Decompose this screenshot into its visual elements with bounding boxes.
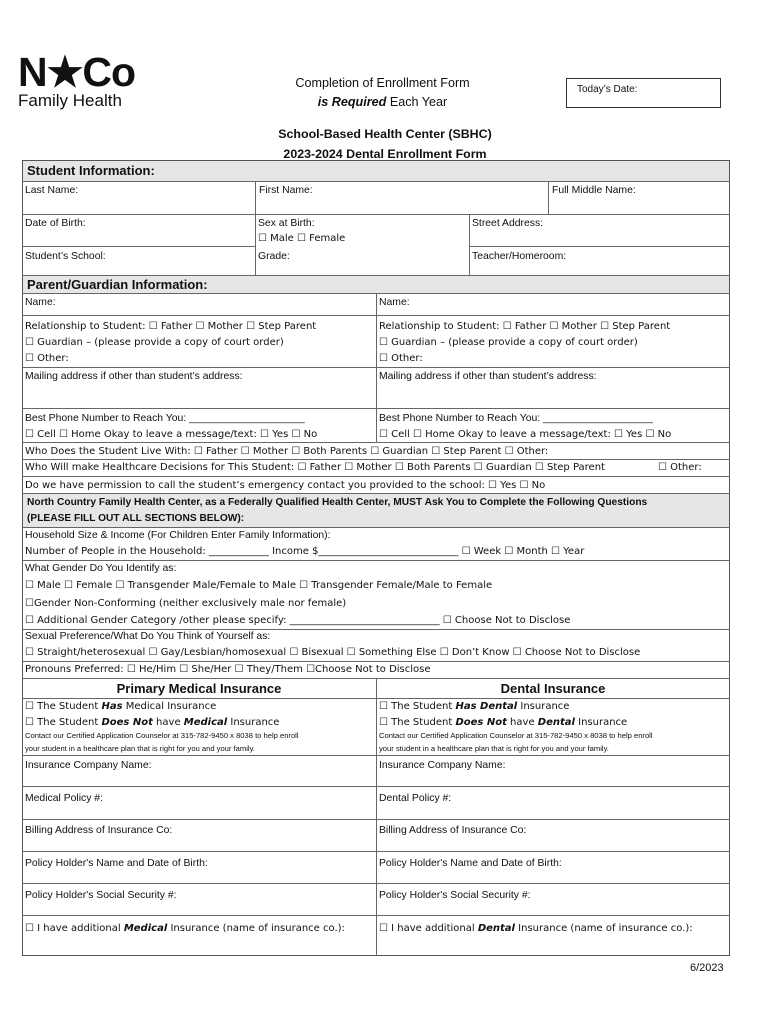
school-field[interactable]: Student’s School: [25,251,106,262]
sex-at-birth-label: Sex at Birth: [258,218,315,229]
gender-options-1[interactable]: ☐ Male ☐ Female ☐ Transgender Male/Female to Male ☐ Transgender Female/Male to Female [25,580,493,591]
revision-date: 6/2023 [690,962,724,974]
heading-line2: is Required Each Year [317,95,448,109]
form-title-line1: School-Based Health Center (SBHC) [278,127,492,141]
dental-insurance-title: Dental Insurance [500,681,606,696]
todays-date-field[interactable] [566,78,721,108]
dental-has-insurance[interactable]: ☐ The Student Has Dental Insurance [379,701,570,712]
parent2-phone-field[interactable]: Best Phone Number to Reach You: ___________________ [379,413,653,424]
dental-counselor-line2: your student in a healthcare plan that is right for you and your family. [379,744,609,753]
orientation-question: Sexual Preference/What Do You Think of Yourself as: [25,631,271,642]
last-name-field[interactable]: Last Name: [25,185,79,196]
logo-mark: N★Co [18,49,136,95]
dental-counselor-line1: Contact our Certified Application Counselor at 315-782-9450 x 8038 to help enroll [379,731,653,740]
form-title-line2: 2023-2024 Dental Enrollment Form [283,147,487,161]
grade-field[interactable]: Grade: [258,251,290,262]
parent2-relationship[interactable]: Relationship to Student: ☐ Father ☐ Mother ☐ Step Parent [379,321,671,332]
parent1-guardian[interactable]: ☐ Guardian – (please provide a copy of court order) [25,337,284,348]
student-section-header: Student Information: [23,161,729,181]
dental-ssn-field[interactable]: Policy Holder's Social Security #: [379,890,531,901]
dental-additional-insurance[interactable]: ☐ I have additional Dental Insurance (name of insurance co.): [379,923,693,934]
street-address-field[interactable]: Street Address: [472,218,544,229]
healthcare-decisions-other[interactable]: ☐ Other: [658,462,702,473]
emergency-contact-question[interactable]: Do we have permission to call the student’s emergency contact you provided to the school: ☐ Yes ☐ No [25,480,546,491]
parent1-phone-options[interactable]: ☐ Cell ☐ Home Okay to leave a message/text: ☐ Yes ☐ No [25,429,318,440]
dob-field[interactable]: Date of Birth: [25,218,86,229]
parent1-phone-field[interactable]: Best Phone Number to Reach You: ____________________ [25,413,305,424]
middle-name-field[interactable]: Full Middle Name: [552,185,636,196]
parent2-phone-options[interactable]: ☐ Cell ☐ Home Okay to leave a message/text: ☐ Yes ☐ No [379,429,672,440]
parent1-mailing-field[interactable]: Mailing address if other than student’s address: [25,371,243,382]
parent2-other[interactable]: ☐ Other: [379,353,423,364]
medical-no-insurance[interactable]: ☐ The Student Does Not have Medical Insurance [25,717,280,728]
first-name-field[interactable]: First Name: [259,185,313,196]
parent2-name-field[interactable]: Name: [379,297,410,308]
medical-counselor-line2: your student in a healthcare plan that is right for you and your family. [25,744,255,753]
medical-policy-field[interactable]: Medical Policy #: [25,793,103,804]
medical-ssn-field[interactable]: Policy Holder's Social Security #: [25,890,177,901]
dental-no-insurance[interactable]: ☐ The Student Does Not have Dental Insurance [379,717,628,728]
medical-billing-field[interactable]: Billing Address of Insurance Co: [25,825,173,836]
logo-subtitle: Family Health [18,91,122,110]
dental-policy-field[interactable]: Dental Policy #: [379,793,452,804]
parent1-name-field[interactable]: Name: [25,297,56,308]
dental-company-field[interactable]: Insurance Company Name: [379,760,506,771]
fqhc-notice-line2: (PLEASE FILL OUT ALL SECTIONS BELOW): [27,513,245,524]
parent-section-header: Parent/Guardian Information: [23,276,729,293]
pronouns-options[interactable]: Pronouns Preferred: ☐ He/Him ☐ She/Her ☐ They/Them ☐Choose Not to Disclose [25,664,431,675]
household-income-field[interactable]: Number of People in the Household: ____________ Income $____________________________ ☐ Week ☐ Month ☐ Year [25,546,585,557]
teacher-field[interactable]: Teacher/Homeroom: [472,251,567,262]
orientation-options[interactable]: ☐ Straight/heterosexual ☐ Gay/Lesbian/homosexual ☐ Bisexual ☐ Something Else ☐ Don’t Know ☐ Choose Not to Disclose [25,647,641,658]
dental-holder-field[interactable]: Policy Holder's Name and Date of Birth: [379,858,562,869]
dental-billing-field[interactable]: Billing Address of Insurance Co: [379,825,527,836]
fqhc-notice [23,494,729,527]
household-label: Household Size & Income (For Children Enter Family Information): [25,530,331,541]
fqhc-notice-line1: North Country Family Health Center, as a Federally Qualified Health Center, MUST Ask You to Complete the Following Questions [27,497,648,508]
heading-line1: Completion of Enrollment Form [295,76,470,90]
medical-company-field[interactable]: Insurance Company Name: [25,760,152,771]
gender-question: What Gender Do You Identify as: [25,563,177,574]
parent1-relationship[interactable]: Relationship to Student: ☐ Father ☐ Mother ☐ Step Parent [25,321,317,332]
medical-insurance-title: Primary Medical Insurance [116,681,282,696]
logo [18,49,148,122]
form-title [230,124,540,164]
gender-options-3[interactable]: ☐ Additional Gender Category /other please specify: ______________________________ ☐ Choose Not to Disclose [25,615,571,626]
todays-date-label: Today’s Date: [577,84,638,95]
parent1-other[interactable]: ☐ Other: [25,353,69,364]
medical-holder-field[interactable]: Policy Holder's Name and Date of Birth: [25,858,208,869]
form-heading [250,74,515,112]
medical-counselor-line1: Contact our Certified Application Counselor at 315-782-9450 x 8038 to help enroll [25,731,299,740]
lives-with-question[interactable]: Who Does the Student Live With: ☐ Father ☐ Mother ☐ Both Parents ☐ Guardian ☐ Step Parent ☐ Other: [25,446,549,457]
parent2-guardian[interactable]: ☐ Guardian – (please provide a copy of court order) [379,337,638,348]
sex-options[interactable]: ☐ Male ☐ Female [258,233,346,244]
gender-options-2[interactable]: ☐Gender Non-Conforming (neither exclusively male nor female) [25,598,347,609]
medical-additional-insurance[interactable]: ☐ I have additional Medical Insurance (name of insurance co.): [25,923,345,934]
parent2-mailing-field[interactable]: Mailing address if other than student’s address: [379,371,597,382]
medical-has-insurance[interactable]: ☐ The Student Has Medical Insurance [25,701,217,712]
healthcare-decisions-question[interactable]: Who Will make Healthcare Decisions for This Student: ☐ Father ☐ Mother ☐ Both Parents ☐ Guardian ☐ Step Parent [25,462,605,473]
